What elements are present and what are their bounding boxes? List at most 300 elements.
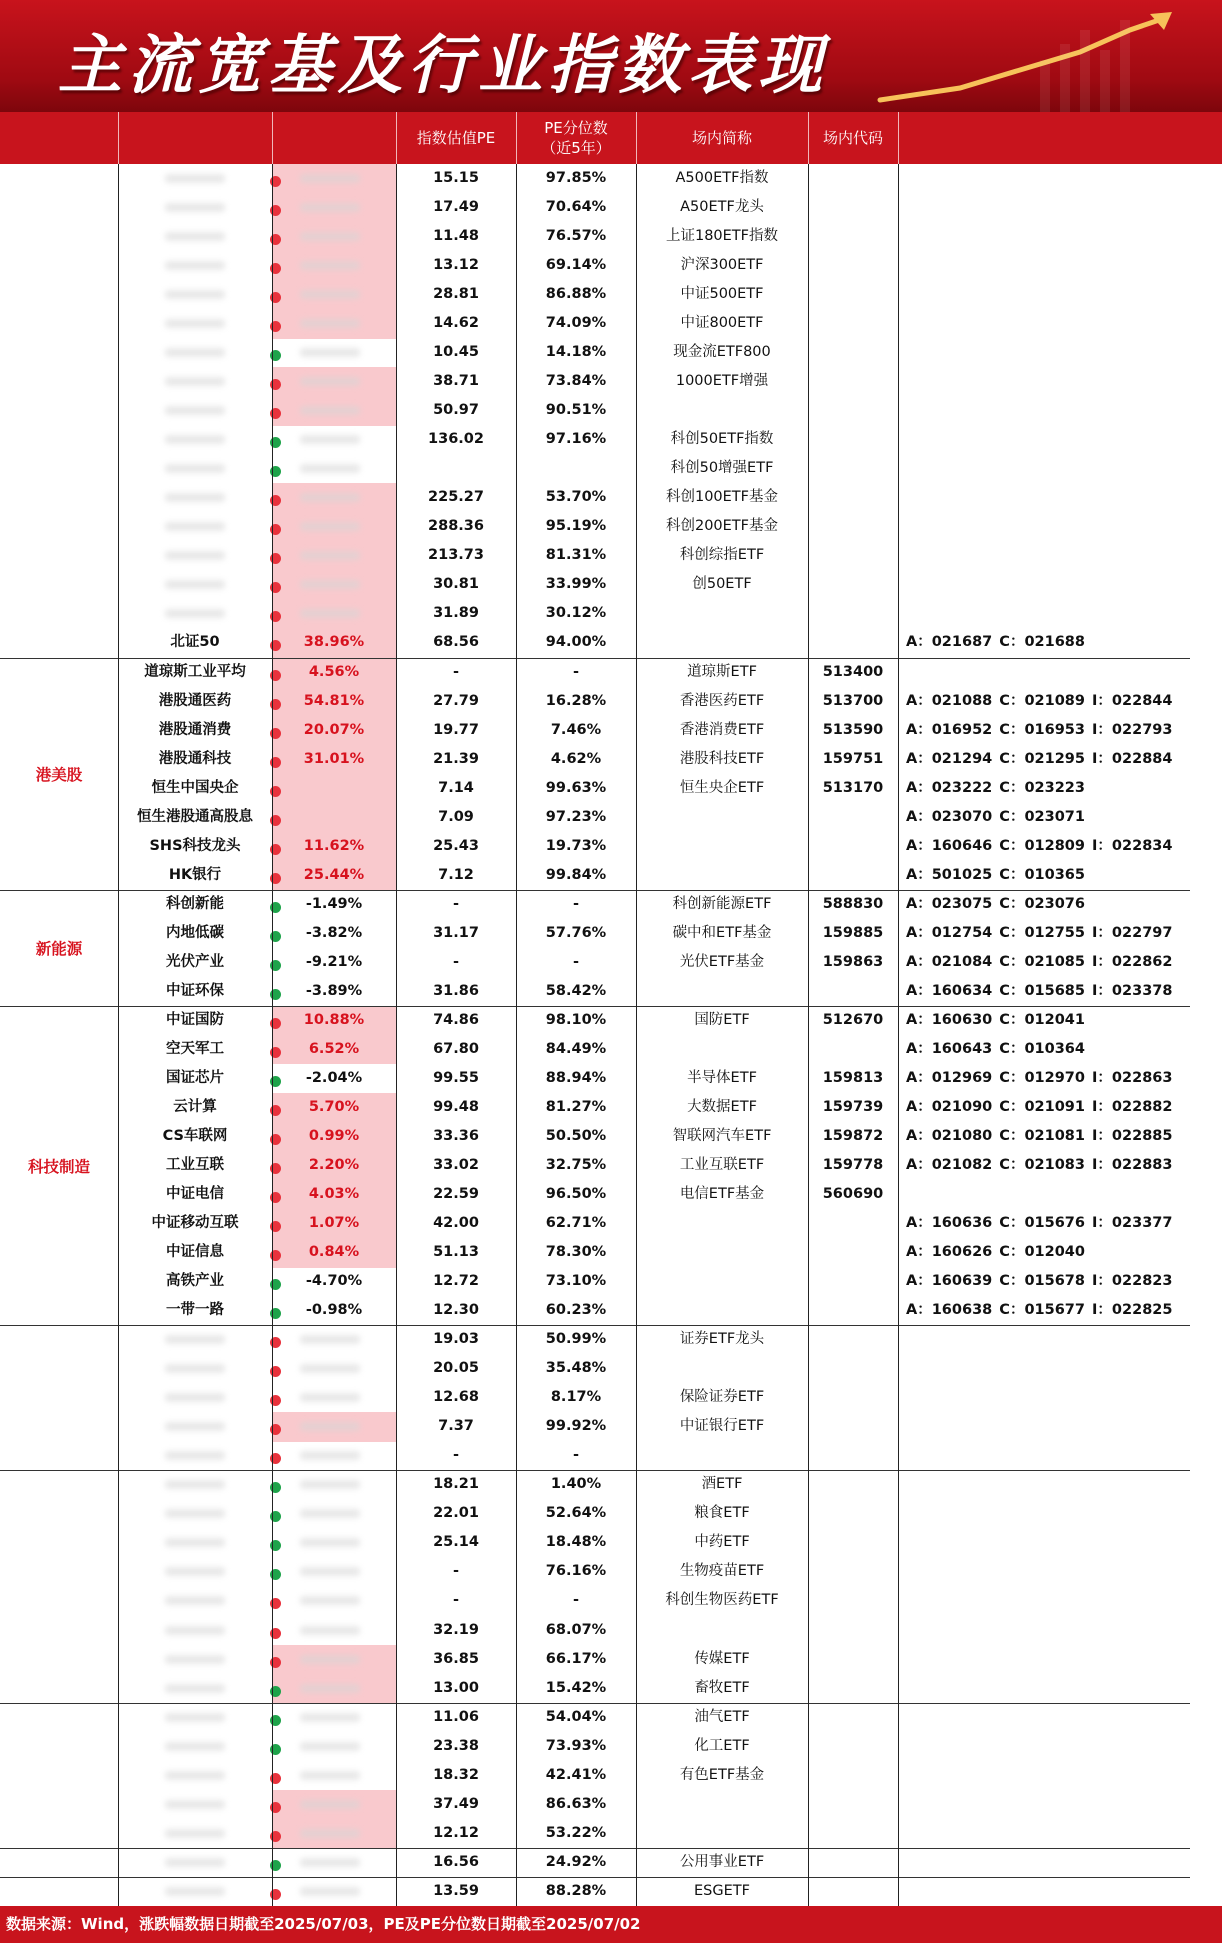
etf-short-name: 油气ETF <box>694 1708 750 1725</box>
etf-short-name: 香港消费ETF <box>679 721 765 738</box>
pe-percentile: 16.28% <box>545 692 607 709</box>
pe-percentile: 66.17% <box>545 1650 607 1667</box>
pe-value: 23.38 <box>433 1737 479 1754</box>
fund-codes: A：021084 C：021085 I：022862 <box>906 953 1173 970</box>
pe-value: 19.77 <box>433 721 479 738</box>
pe-value: 13.12 <box>433 257 479 274</box>
pe-percentile: 18.48% <box>545 1534 607 1551</box>
fund-codes: A：021088 C：021089 I：022844 <box>906 692 1173 709</box>
pe-value: 7.37 <box>438 1418 474 1435</box>
index-name: 中证电信 <box>166 1186 224 1203</box>
pe-value: 16.56 <box>433 1853 479 1870</box>
redacted-index-name <box>165 377 225 386</box>
etf-short-name: 创50ETF <box>692 576 752 593</box>
change-value: 10.88% <box>303 1011 365 1028</box>
redacted-change <box>300 1422 360 1431</box>
pe-value: 17.49 <box>433 199 479 216</box>
redacted-index-name <box>165 1742 225 1751</box>
pe-percentile: 32.75% <box>545 1157 607 1174</box>
pe-percentile: 97.85% <box>545 170 607 186</box>
etf-code: 513400 <box>822 663 884 680</box>
pe-value: 36.85 <box>433 1650 479 1667</box>
column-divider <box>272 164 273 1906</box>
pe-value: 12.68 <box>433 1389 479 1406</box>
fund-codes: A：023070 C：023071 <box>906 808 1085 825</box>
redacted-index-name <box>165 609 225 618</box>
redacted-change <box>300 348 360 357</box>
pe-value: 15.15 <box>433 170 479 186</box>
pe-percentile: 86.63% <box>545 1795 607 1812</box>
pe-percentile: 76.16% <box>545 1563 607 1580</box>
etf-short-name: 现金流ETF800 <box>673 344 771 361</box>
pe-percentile: 90.51% <box>545 402 607 419</box>
etf-short-name: 中证500ETF <box>680 286 764 303</box>
pe-percentile: 50.99% <box>545 1331 607 1348</box>
etf-code: 513700 <box>822 692 884 709</box>
group-divider <box>0 1703 1190 1704</box>
group-label: 新能源 <box>35 939 83 958</box>
pe-value: 10.45 <box>433 344 479 361</box>
etf-short-name: 化工ETF <box>694 1737 750 1754</box>
index-name: 中证信息 <box>166 1244 224 1261</box>
change-value: 0.84% <box>308 1244 360 1261</box>
etf-short-name: 上证180ETF指数 <box>665 228 779 245</box>
index-name: 内地低碳 <box>166 924 224 941</box>
etf-code: 159872 <box>822 1127 884 1144</box>
change-value: 5.70% <box>308 1098 360 1115</box>
redacted-change <box>300 609 360 618</box>
etf-short-name: 道琼斯ETF <box>687 663 757 680</box>
pe-value: 20.05 <box>433 1360 479 1377</box>
pe-percentile: 99.92% <box>545 1418 607 1435</box>
redacted-change <box>300 522 360 531</box>
redacted-index-name <box>165 1509 225 1518</box>
index-name: 中证移动互联 <box>151 1215 239 1232</box>
pe-percentile: 98.10% <box>545 1011 607 1028</box>
fund-codes: A：023222 C：023223 <box>906 779 1085 796</box>
etf-code: 159778 <box>822 1157 884 1174</box>
index-name: 北证50 <box>170 634 220 651</box>
etf-short-name: 香港医药ETF <box>679 692 765 709</box>
redacted-change <box>300 493 360 502</box>
pe-percentile: 81.27% <box>545 1098 607 1115</box>
column-divider <box>808 164 809 1906</box>
redacted-index-name <box>165 1567 225 1576</box>
etf-short-name: 证券ETF龙头 <box>679 1331 765 1348</box>
pe-value: 12.12 <box>433 1824 479 1841</box>
redacted-change <box>300 1567 360 1576</box>
pe-percentile: 4.62% <box>550 750 602 767</box>
etf-short-name: 沪深300ETF <box>680 257 764 274</box>
etf-short-name: 大数据ETF <box>687 1098 757 1115</box>
pe-percentile: 52.64% <box>545 1505 607 1522</box>
change-value: 4.03% <box>308 1186 360 1203</box>
etf-short-name: 科创综指ETF <box>679 547 765 564</box>
pe-percentile: 74.09% <box>545 315 607 332</box>
redacted-change <box>300 406 360 415</box>
pe-value: 42.00 <box>433 1215 479 1232</box>
pe-value: 51.13 <box>433 1244 479 1261</box>
pe-value: - <box>452 895 460 912</box>
column-divider <box>898 164 899 1906</box>
pe-percentile: 86.88% <box>545 286 607 303</box>
etf-short-name: 科创200ETF基金 <box>665 518 779 535</box>
pe-percentile: 99.84% <box>545 866 607 883</box>
column-divider <box>636 164 637 1906</box>
fund-codes: A：160646 C：012809 I：022834 <box>906 837 1173 854</box>
pe-percentile: - <box>572 1447 580 1464</box>
fund-codes: A：012754 C：012755 I：022797 <box>906 924 1173 941</box>
change-value: -3.82% <box>305 924 363 941</box>
pe-value: 19.03 <box>433 1331 479 1348</box>
pe-value: - <box>452 1447 460 1464</box>
index-name: 中证环保 <box>166 982 224 999</box>
pe-percentile: 95.19% <box>545 518 607 535</box>
index-name: 恒生中国央企 <box>151 779 239 796</box>
change-value: 54.81% <box>303 692 365 709</box>
redacted-index-name <box>165 1858 225 1867</box>
redacted-change <box>300 232 360 241</box>
redacted-index-name <box>165 1422 225 1431</box>
pe-value: 288.36 <box>428 518 484 535</box>
pe-value: 136.02 <box>428 431 484 448</box>
pe-percentile: 60.23% <box>545 1302 607 1319</box>
pe-percentile: 84.49% <box>545 1040 607 1057</box>
redacted-index-name <box>165 1887 225 1896</box>
etf-short-name: 生物疫苗ETF <box>679 1563 765 1580</box>
pe-percentile: 14.18% <box>545 344 607 361</box>
redacted-change <box>300 1684 360 1693</box>
fund-codes: A：160643 C：010364 <box>906 1040 1085 1057</box>
index-table <box>0 164 1222 1906</box>
redacted-index-name <box>165 522 225 531</box>
pe-value: 99.55 <box>433 1069 479 1086</box>
pe-value: 12.30 <box>433 1302 479 1319</box>
etf-code: 159885 <box>822 924 884 941</box>
etf-short-name: 中证银行ETF <box>679 1418 765 1435</box>
etf-short-name: 港股科技ETF <box>679 750 765 767</box>
index-name: 高铁产业 <box>166 1273 224 1290</box>
pe-value: 13.00 <box>433 1679 479 1696</box>
pe-value: - <box>452 953 460 970</box>
pe-value: 225.27 <box>428 489 484 506</box>
index-name: 光伏产业 <box>166 953 224 970</box>
redacted-index-name <box>165 174 225 183</box>
group-label: 科技制造 <box>27 1157 90 1176</box>
source-footer: 数据来源：Wind，涨跌幅数据日期截至2025/07/03，PE及PE分位数日期截至2025/07/02 <box>0 1906 1222 1943</box>
pe-value: 33.36 <box>433 1127 479 1144</box>
change-value: 20.07% <box>303 721 365 738</box>
redacted-index-name <box>165 1596 225 1605</box>
index-name: 恒生港股通高股息 <box>137 808 253 825</box>
pe-value: 25.43 <box>433 837 479 854</box>
pe-value: 30.81 <box>433 576 479 593</box>
pe-value: 50.97 <box>433 402 479 419</box>
fund-codes: A：160634 C：015685 I：023378 <box>906 982 1173 999</box>
index-name: 工业互联 <box>166 1157 224 1174</box>
etf-short-name: 智联网汽车ETF <box>672 1127 772 1144</box>
change-value: -9.21% <box>305 953 363 970</box>
pe-percentile: 73.93% <box>545 1737 607 1754</box>
group-divider <box>0 1470 1190 1471</box>
redacted-index-name <box>165 348 225 357</box>
pe-percentile: 58.42% <box>545 982 607 999</box>
pe-percentile: 1.40% <box>550 1476 602 1493</box>
redacted-change <box>300 1829 360 1838</box>
pe-percentile: 7.46% <box>550 721 602 738</box>
redacted-change <box>300 174 360 183</box>
group-divider <box>0 658 1190 659</box>
redacted-change <box>300 464 360 473</box>
etf-short-name: 畜牧ETF <box>694 1679 750 1696</box>
redacted-index-name <box>165 1335 225 1344</box>
etf-short-name: 碳中和ETF基金 <box>672 924 772 941</box>
etf-short-name: 公用事业ETF <box>679 1853 765 1870</box>
pe-value: 12.72 <box>433 1273 479 1290</box>
etf-code: 159813 <box>822 1069 884 1086</box>
redacted-change <box>300 1858 360 1867</box>
pe-value: 7.12 <box>438 866 474 883</box>
pe-value: 31.17 <box>433 924 479 941</box>
group-label: 港美股 <box>35 765 83 784</box>
redacted-change <box>300 261 360 270</box>
redacted-index-name <box>165 580 225 589</box>
pe-percentile: 19.73% <box>545 837 607 854</box>
etf-code: 560690 <box>822 1186 884 1203</box>
table-header <box>0 112 1222 164</box>
pe-percentile: - <box>572 1592 580 1609</box>
index-name: 一带一路 <box>166 1302 224 1319</box>
page-title: 主流宽基及行业指数表现 <box>58 28 828 103</box>
change-value: 2.20% <box>308 1157 360 1174</box>
change-value: -1.49% <box>305 895 363 912</box>
pe-value: 14.62 <box>433 315 479 332</box>
redacted-index-name <box>165 1364 225 1373</box>
pe-value: 37.49 <box>433 1795 479 1812</box>
change-value: 4.56% <box>308 663 360 680</box>
redacted-change <box>300 1596 360 1605</box>
change-highlight <box>272 803 396 833</box>
group-divider <box>0 1006 1190 1007</box>
pe-percentile: 8.17% <box>550 1389 602 1406</box>
redacted-index-name <box>165 203 225 212</box>
header-pe: 指数估值PE <box>416 129 496 147</box>
redacted-index-name <box>165 1538 225 1547</box>
pe-value: 68.56 <box>433 634 479 651</box>
fund-codes: A：021294 C：021295 I：022884 <box>906 750 1173 767</box>
pe-percentile: 76.57% <box>545 228 607 245</box>
etf-short-name: 科创生物医药ETF <box>665 1592 779 1609</box>
etf-short-name: 酒ETF <box>701 1476 743 1493</box>
change-value: 6.52% <box>308 1040 360 1057</box>
pe-value: 11.48 <box>433 228 479 245</box>
index-name: 科创新能 <box>166 895 224 912</box>
etf-code: 513170 <box>822 779 884 796</box>
pe-value: 22.59 <box>433 1186 479 1203</box>
redacted-change <box>300 435 360 444</box>
pe-value: 28.81 <box>433 286 479 303</box>
pe-percentile: 81.31% <box>545 547 607 564</box>
redacted-change <box>300 1771 360 1780</box>
redacted-index-name <box>165 1626 225 1635</box>
etf-short-name: 中证800ETF <box>680 315 764 332</box>
fund-codes: A：021090 C：021091 I：022882 <box>906 1098 1173 1115</box>
etf-code: 159751 <box>822 750 884 767</box>
redacted-index-name <box>165 1684 225 1693</box>
etf-code: 159863 <box>822 953 884 970</box>
pe-percentile: 88.94% <box>545 1069 607 1086</box>
redacted-change <box>300 1887 360 1896</box>
pe-percentile: 53.70% <box>545 489 607 506</box>
redacted-index-name <box>165 1800 225 1809</box>
etf-short-name: 保险证券ETF <box>679 1389 765 1406</box>
pe-value: 7.14 <box>438 779 474 796</box>
pe-percentile: 99.63% <box>545 779 607 796</box>
pe-value: - <box>452 1563 460 1580</box>
pe-percentile: 33.99% <box>545 576 607 593</box>
redacted-change <box>300 1393 360 1402</box>
change-value: 0.99% <box>308 1127 360 1144</box>
pe-value: 67.80 <box>433 1040 479 1057</box>
etf-short-name: 恒生央企ETF <box>679 779 765 796</box>
pe-value: 22.01 <box>433 1505 479 1522</box>
change-value: -4.70% <box>305 1273 363 1290</box>
pe-percentile: - <box>572 953 580 970</box>
pe-value: - <box>452 663 460 680</box>
redacted-index-name <box>165 1771 225 1780</box>
redacted-change <box>300 203 360 212</box>
change-value: 11.62% <box>303 837 365 854</box>
fund-codes: A：501025 C：010365 <box>906 866 1085 883</box>
redacted-change <box>300 1655 360 1664</box>
index-name: 国证芯片 <box>166 1069 224 1086</box>
redacted-change <box>300 1509 360 1518</box>
redacted-index-name <box>165 1480 225 1489</box>
header-etf-name: 场内简称 <box>691 129 752 147</box>
etf-short-name: 电信ETF基金 <box>679 1186 765 1203</box>
pe-percentile: 69.14% <box>545 257 607 274</box>
column-divider <box>516 164 517 1906</box>
index-name: 港股通医药 <box>158 692 232 709</box>
fund-codes: A：016952 C：016953 I：022793 <box>906 721 1173 738</box>
etf-short-name: 传媒ETF <box>694 1650 750 1667</box>
pe-value: 18.21 <box>433 1476 479 1493</box>
redacted-change <box>300 377 360 386</box>
index-name: 港股通消费 <box>158 721 232 738</box>
change-value: -0.98% <box>305 1302 363 1319</box>
pe-value: 38.71 <box>433 373 479 390</box>
etf-short-name: 半导体ETF <box>687 1069 757 1086</box>
pe-value: 11.06 <box>433 1708 479 1725</box>
header-pe-percentile: PE分位数 （近5年） <box>541 119 611 157</box>
pe-percentile: 15.42% <box>545 1679 607 1696</box>
redacted-index-name <box>165 493 225 502</box>
fund-codes: A：160626 C：012040 <box>906 1244 1085 1261</box>
pe-percentile: 68.07% <box>545 1621 607 1638</box>
redacted-index-name <box>165 551 225 560</box>
change-value: 25.44% <box>303 866 365 883</box>
redacted-index-name <box>165 1393 225 1402</box>
etf-short-name: 国防ETF <box>694 1011 750 1028</box>
pe-value: 33.02 <box>433 1157 479 1174</box>
fund-codes: A：021687 C：021688 <box>906 634 1085 651</box>
pe-value: 213.73 <box>428 547 484 564</box>
pe-value: 99.48 <box>433 1098 479 1115</box>
index-name: 云计算 <box>173 1098 217 1115</box>
redacted-change <box>300 1451 360 1460</box>
pe-percentile: 35.48% <box>545 1360 607 1377</box>
pe-value: 31.86 <box>433 982 479 999</box>
etf-short-name: 粮食ETF <box>694 1505 750 1522</box>
pe-value: 18.32 <box>433 1766 479 1783</box>
pe-percentile: 42.41% <box>545 1766 607 1783</box>
column-divider <box>118 164 119 1906</box>
etf-short-name: 1000ETF增强 <box>675 373 769 390</box>
etf-code: 159739 <box>822 1098 884 1115</box>
redacted-index-name <box>165 290 225 299</box>
pe-percentile: 73.10% <box>545 1273 607 1290</box>
group-divider <box>0 890 1190 891</box>
fund-codes: A：160636 C：015676 I：023377 <box>906 1215 1173 1232</box>
index-name: 中证国防 <box>166 1011 224 1028</box>
group-divider <box>0 1848 1190 1849</box>
redacted-index-name <box>165 1713 225 1722</box>
pe-value: - <box>452 1592 460 1609</box>
fund-codes: A：021082 C：021083 I：022883 <box>906 1157 1173 1174</box>
index-name: 空天军工 <box>166 1040 224 1057</box>
pe-percentile: 57.76% <box>545 924 607 941</box>
redacted-index-name <box>165 1829 225 1838</box>
pe-percentile: - <box>572 663 580 680</box>
redacted-index-name <box>165 1655 225 1664</box>
pe-percentile: 70.64% <box>545 199 607 216</box>
pe-percentile: 62.71% <box>545 1215 607 1232</box>
redacted-index-name <box>165 464 225 473</box>
redacted-index-name <box>165 261 225 270</box>
pe-value: 27.79 <box>433 692 479 709</box>
redacted-change <box>300 1364 360 1373</box>
redacted-change <box>300 1538 360 1547</box>
header-etf-code: 场内代码 <box>822 129 883 147</box>
pe-percentile: 73.84% <box>545 373 607 390</box>
pe-percentile: 88.28% <box>545 1882 607 1899</box>
fund-codes: A：160630 C：012041 <box>906 1011 1085 1028</box>
redacted-index-name <box>165 232 225 241</box>
fund-codes: A：160639 C：015678 I：022823 <box>906 1273 1173 1290</box>
index-name: 港股通科技 <box>158 750 232 767</box>
etf-short-name: 科创100ETF基金 <box>665 489 779 506</box>
etf-code: 512670 <box>822 1011 884 1028</box>
index-name: 道琼斯工业平均 <box>144 663 246 680</box>
redacted-change <box>300 290 360 299</box>
redacted-index-name <box>165 435 225 444</box>
group-divider <box>0 1325 1190 1326</box>
change-value: -3.89% <box>305 982 363 999</box>
redacted-change <box>300 551 360 560</box>
etf-short-name: 有色ETF基金 <box>679 1766 765 1783</box>
pe-percentile: 78.30% <box>545 1244 607 1261</box>
pe-percentile: 94.00% <box>545 634 607 651</box>
etf-short-name: A50ETF龙头 <box>680 199 764 216</box>
redacted-change <box>300 319 360 328</box>
redacted-change <box>300 1713 360 1722</box>
pe-percentile: - <box>572 895 580 912</box>
change-highlight <box>272 774 396 804</box>
pe-value: 32.19 <box>433 1621 479 1638</box>
pe-percentile: 53.22% <box>545 1824 607 1841</box>
index-name: CS车联网 <box>162 1127 228 1144</box>
redacted-index-name <box>165 319 225 328</box>
